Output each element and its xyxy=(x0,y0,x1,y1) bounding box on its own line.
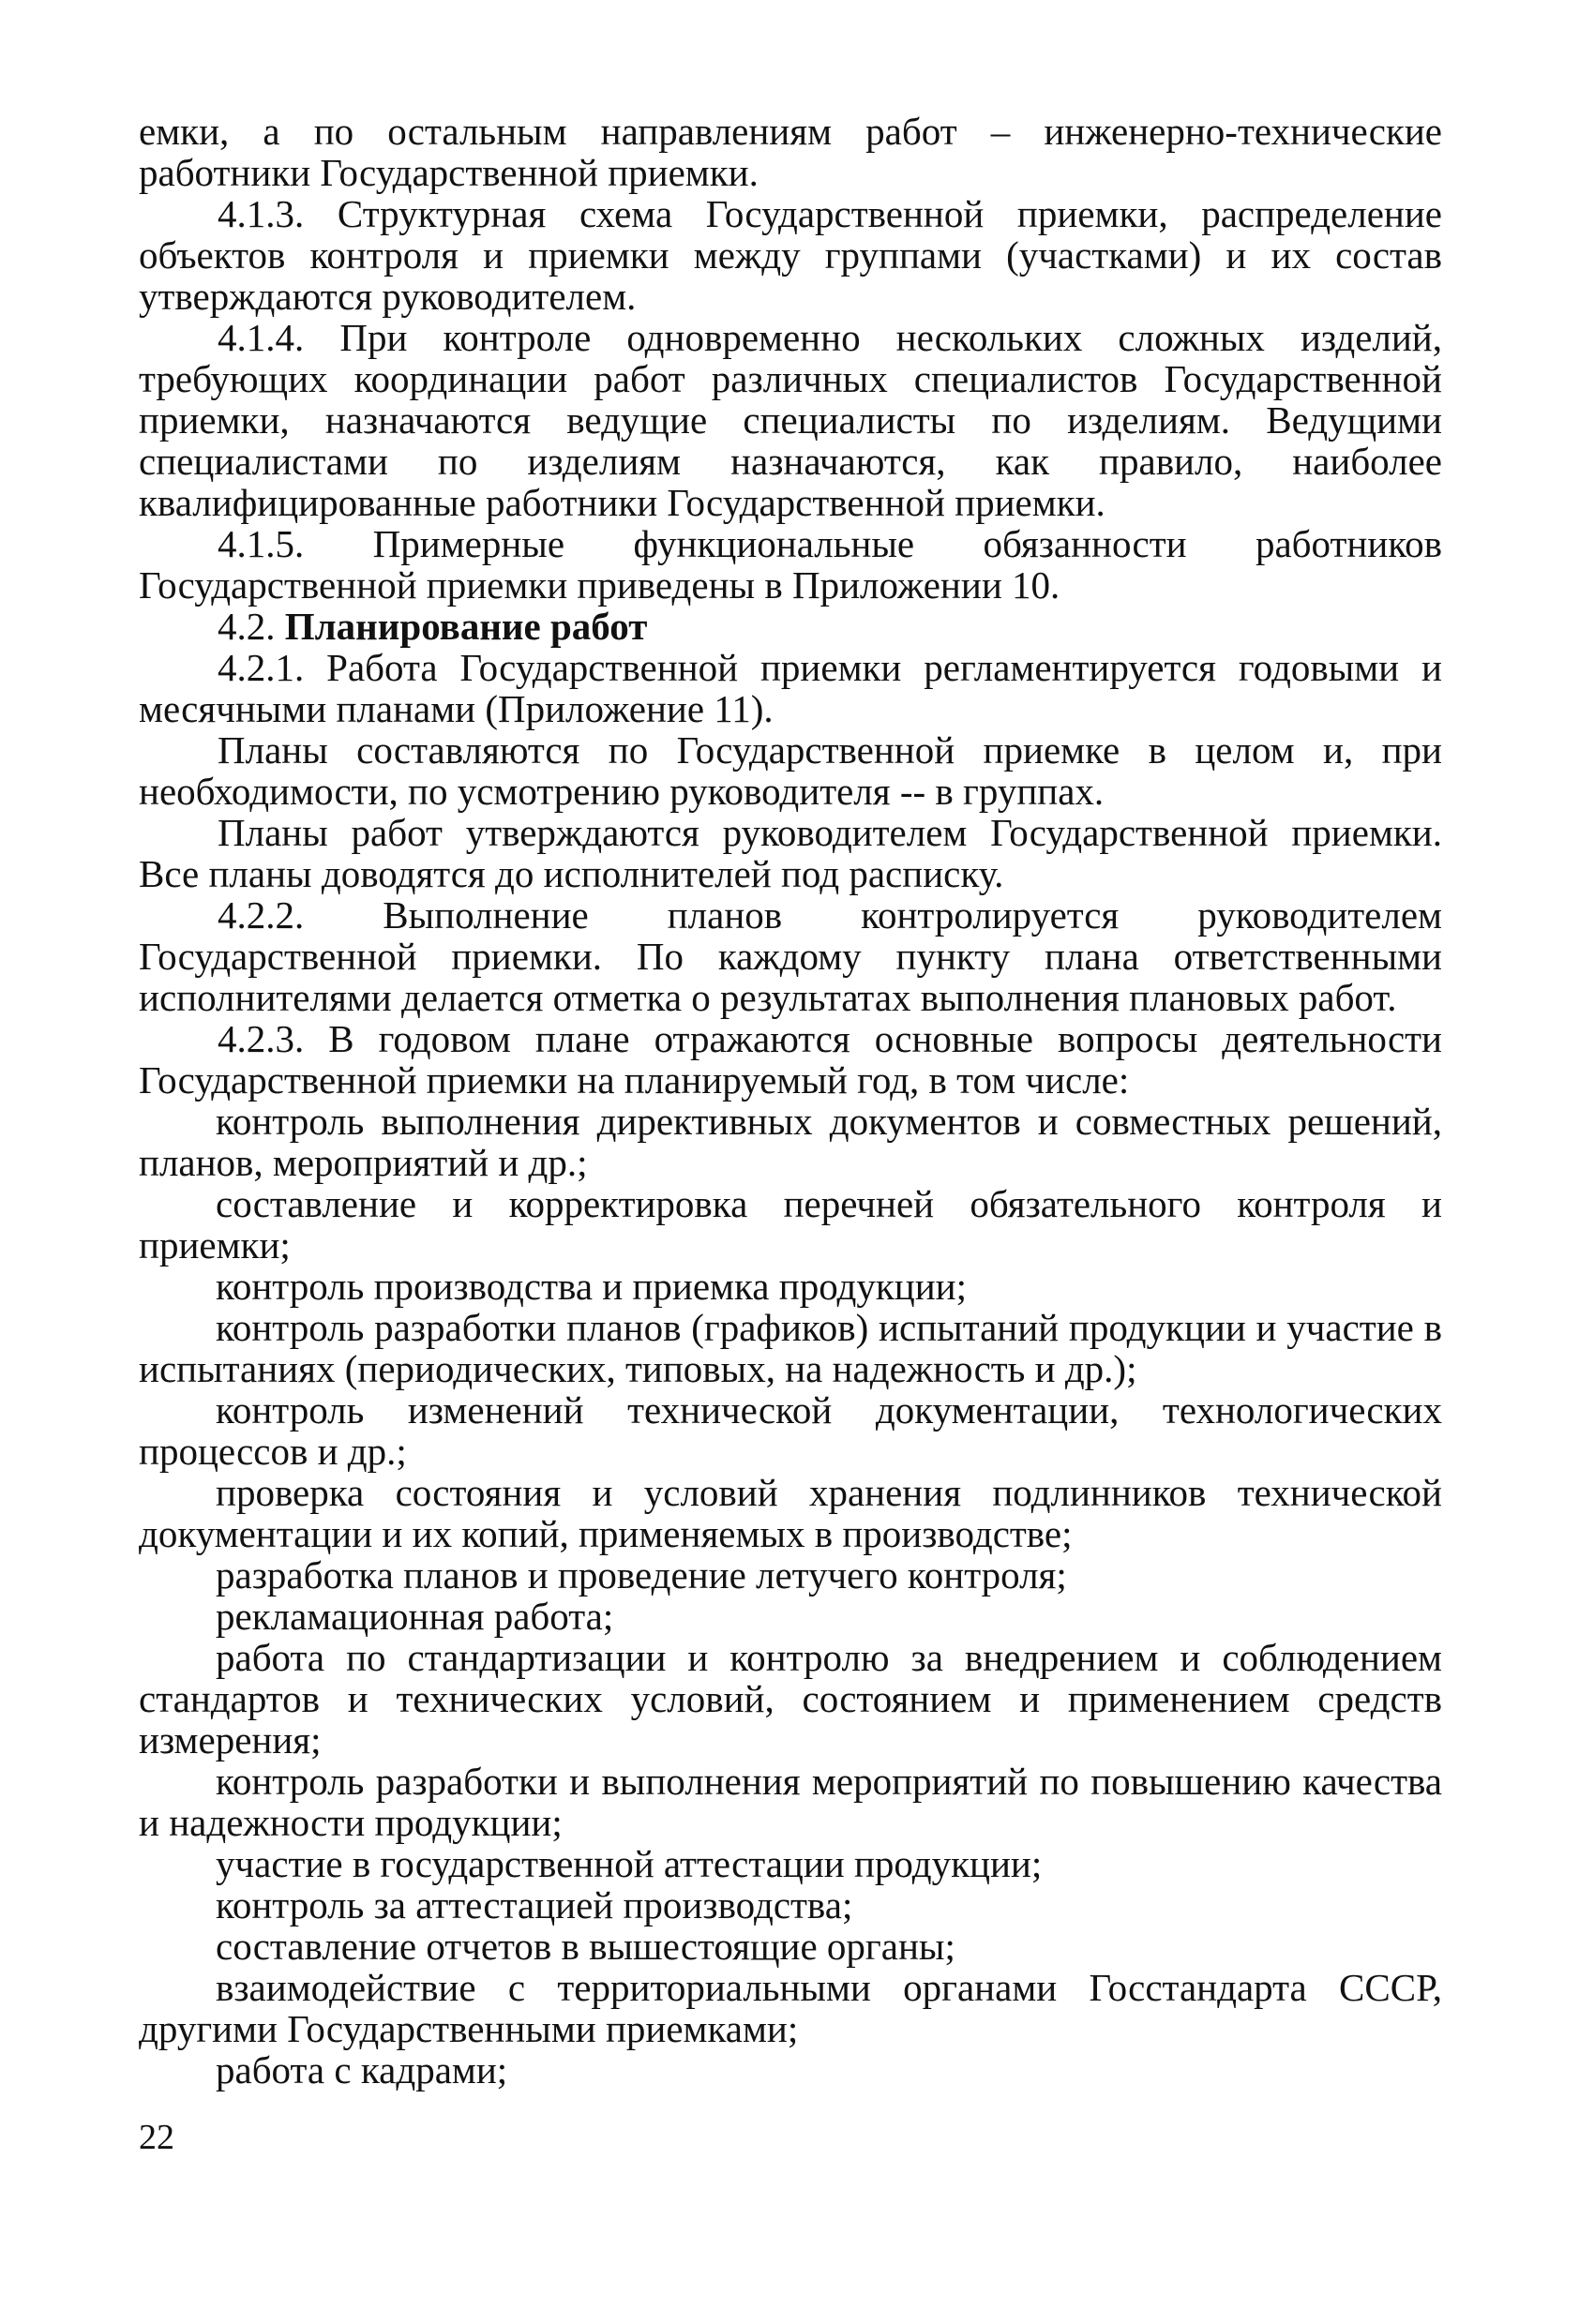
list-item: участие в государственной аттестации продукции; xyxy=(216,1842,1043,1885)
paragraph-4-1-5: 4.1.5. Примерные функциональные обязанности работников Государственной приемки приведены в Приложении 10. xyxy=(139,522,1442,607)
list-item: контроль за аттестацией производства; xyxy=(216,1883,853,1927)
list-item: взаимодействие с территориальными органами Госстандарта СССР, другими Государственными приемками; xyxy=(139,1966,1442,2050)
list-item: работа по стандартизации и контролю за внедрением и соблюдением стандартов и технических условий, состоянием и применением средств измерения; xyxy=(139,1636,1442,1762)
paragraph-plans-composed: Планы составляются по Государственной приемке в целом и, при необходимости, по усмотрению руководителя -- в группах. xyxy=(139,728,1442,813)
paragraph-plans-approved: Планы работ утверждаются руководителем Государственной приемки. Все планы доводятся до исполнителей под расписку. xyxy=(139,811,1442,895)
page-number: 22 xyxy=(139,2118,174,2157)
paragraph-continuation: емки, а по остальным направлениям работ – инженерно-технические работники Государственной приемки. xyxy=(139,110,1442,194)
list-item: контроль производства и приемка продукции; xyxy=(216,1265,968,1308)
section-number: 4.2. xyxy=(218,605,276,648)
paragraph-4-1-3: 4.1.3. Структурная схема Государственной приемки, распределение объектов контроля и приемки между группами (участками) и их состав утверждаются руководителем. xyxy=(139,192,1442,318)
list-item: контроль изменений технической документации, технологических процессов и др.; xyxy=(139,1388,1442,1473)
list-item: контроль разработки и выполнения мероприятий по повышению качества и надежности продукции; xyxy=(139,1760,1442,1844)
list-item: рекламационная работа; xyxy=(216,1595,614,1638)
section-title: Планирование работ xyxy=(284,605,648,648)
paragraph-4-1-4: 4.1.4. При контроле одновременно нескольких сложных изделий, требующих координации работ различных специалистов Государственной приемки, назначаются ведущие специалисты по изделиям. Ведущими специалистами по изделиям назначаются, как правило, наиболее квалифицированные работники Государственной приемки. xyxy=(139,316,1442,524)
paragraph-4-2-1: 4.2.1. Работа Государственной приемки регламентируется годовыми и месячными планами (Приложение 11). xyxy=(139,646,1442,730)
document-page xyxy=(139,111,1442,2091)
list-item: разработка планов и проведение летучего контроля; xyxy=(216,1553,1067,1597)
list-item: контроль выполнения директивных документов и совместных решений, планов, мероприятий и др.; xyxy=(139,1100,1442,1184)
list-item: работа с кадрами; xyxy=(216,2048,508,2092)
paragraph-4-2-3: 4.2.3. В годовом плане отражаются основные вопросы деятельности Государственной приемки на планируемый год, в том числе: xyxy=(139,1017,1442,1102)
list-item: контроль разработки планов (графиков) испытаний продукции и участие в испытаниях (периодических, типовых, на надежность и др.); xyxy=(139,1306,1442,1390)
list-item: проверка состояния и условий хранения подлинников технической документации и их копий, применяемых в производстве; xyxy=(139,1471,1442,1555)
section-heading xyxy=(139,606,1442,647)
list-item: составление отчетов в вышестоящие органы; xyxy=(216,1925,955,1968)
paragraph-4-2-2: 4.2.2. Выполнение планов контролируется руководителем Государственной приемки. По каждому пункту плана ответственными исполнителями делается отметка о результатах выполнения плановых работ. xyxy=(139,893,1442,1019)
list-item: составление и корректировка перечней обязательного контроля и приемки; xyxy=(139,1182,1442,1267)
